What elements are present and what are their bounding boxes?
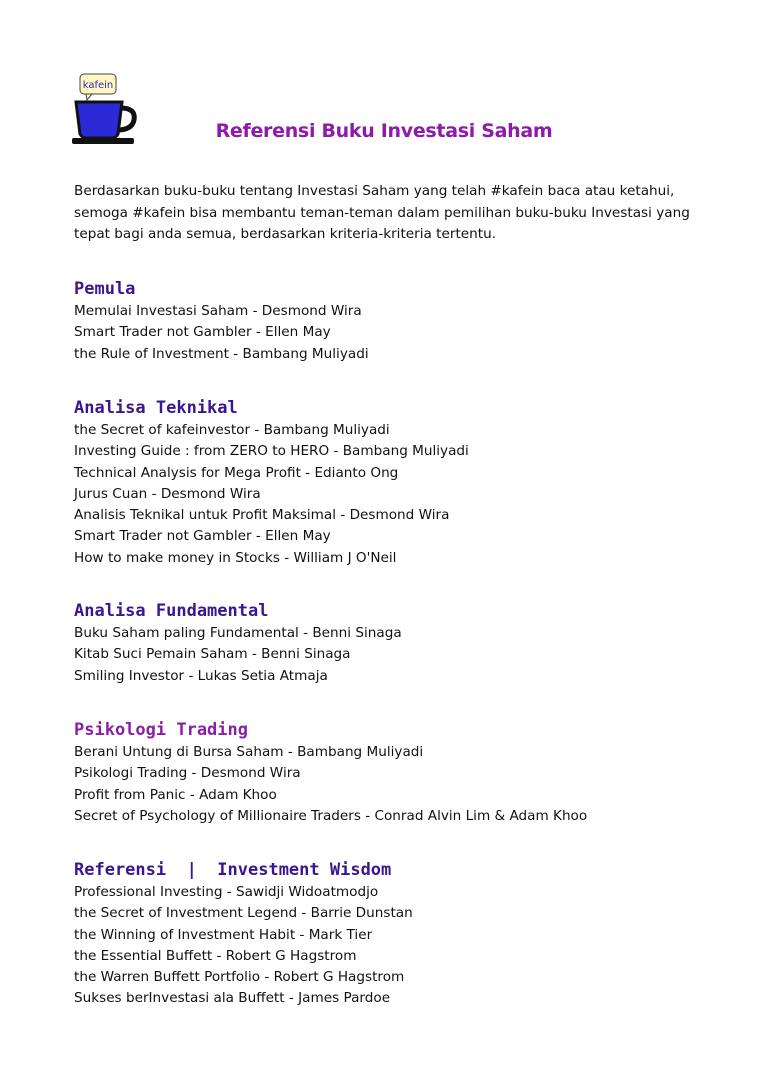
list-item: the Essential Buffett - Robert G Hagstrom — [74, 947, 357, 964]
section-pemula — [74, 278, 714, 365]
section-heading: Referensi | Investment Wisdom — [74, 860, 392, 880]
list-item: Berani Untung di Bursa Saham - Bambang Muliyadi — [74, 744, 424, 760]
list-item: How to make money in Stocks - William J O'Neil — [74, 549, 397, 566]
section-heading: Analisa Teknikal — [74, 398, 238, 418]
section-heading: Pemula — [74, 279, 136, 299]
list-item: Smiling Investor - Lukas Setia Atmaja — [74, 667, 328, 684]
list-item: Memulai Investasi Saham - Desmond Wira — [74, 303, 362, 319]
list-item: Smart Trader not Gambler - Ellen May — [74, 528, 331, 545]
section-analisa-teknikal — [74, 397, 714, 569]
list-item: the Rule of Investment - Bambang Muliyadi — [74, 345, 369, 362]
list-item: Buku Saham paling Fundamental - Benni Sinaga — [74, 625, 402, 641]
list-item: Kitab Suci Pemain Saham - Benni Sinaga — [74, 646, 351, 663]
list-item: Analisis Teknikal untuk Profit Maksimal - Desmond Wira — [74, 507, 450, 524]
list-item: Psikologi Trading - Desmond Wira — [74, 765, 301, 782]
list-item: the Warren Buffett Portfolio - Robert G Hagstrom — [74, 969, 405, 986]
logo-text: kafein — [82, 80, 114, 91]
list-item: Sukses berInvestasi ala Buffett - James Pardoe — [74, 990, 391, 1007]
list-item: Profit from Panic - Adam Khoo — [74, 786, 277, 803]
list-item: Jurus Cuan - Desmond Wira — [74, 485, 261, 502]
page-title: Referensi Buku Investasi Saham — [215, 120, 553, 142]
list-item: Smart Trader not Gambler - Ellen May — [74, 324, 331, 341]
list-item: Professional Investing - Sawidji Widoatmodjo — [74, 884, 379, 900]
list-item: Investing Guide : from ZERO to HERO - Bambang Muliyadi — [74, 443, 469, 460]
list-item: Technical Analysis for Mega Profit - Edianto Ong — [74, 464, 399, 481]
section-psikologi-trading — [74, 719, 714, 827]
list-item: Secret of Psychology of Millionaire Traders - Conrad Alvin Lim & Adam Khoo — [74, 807, 588, 824]
section-analisa-fundamental — [74, 600, 714, 687]
section-investment-wisdom — [74, 859, 714, 1010]
section-heading: Psikologi Trading — [74, 720, 248, 740]
list-item: the Winning of Investment Habit - Mark Tier — [74, 926, 373, 943]
list-item: the Secret of Investment Legend - Barrie Dunstan — [74, 905, 413, 922]
list-item: the Secret of kafeinvestor - Bambang Muliyadi — [74, 422, 390, 438]
intro-paragraph: Berdasarkan buku-buku tentang Investasi Saham yang telah #kafein baca atau ketahui, semoga #kafein bisa membantu teman-teman dalam pemilihan buku-buku Investasi yang tepat bagi anda semua, berdasarkan kriteria-kriteria tertentu. — [74, 183, 690, 242]
section-heading: Analisa Fundamental — [74, 601, 269, 621]
